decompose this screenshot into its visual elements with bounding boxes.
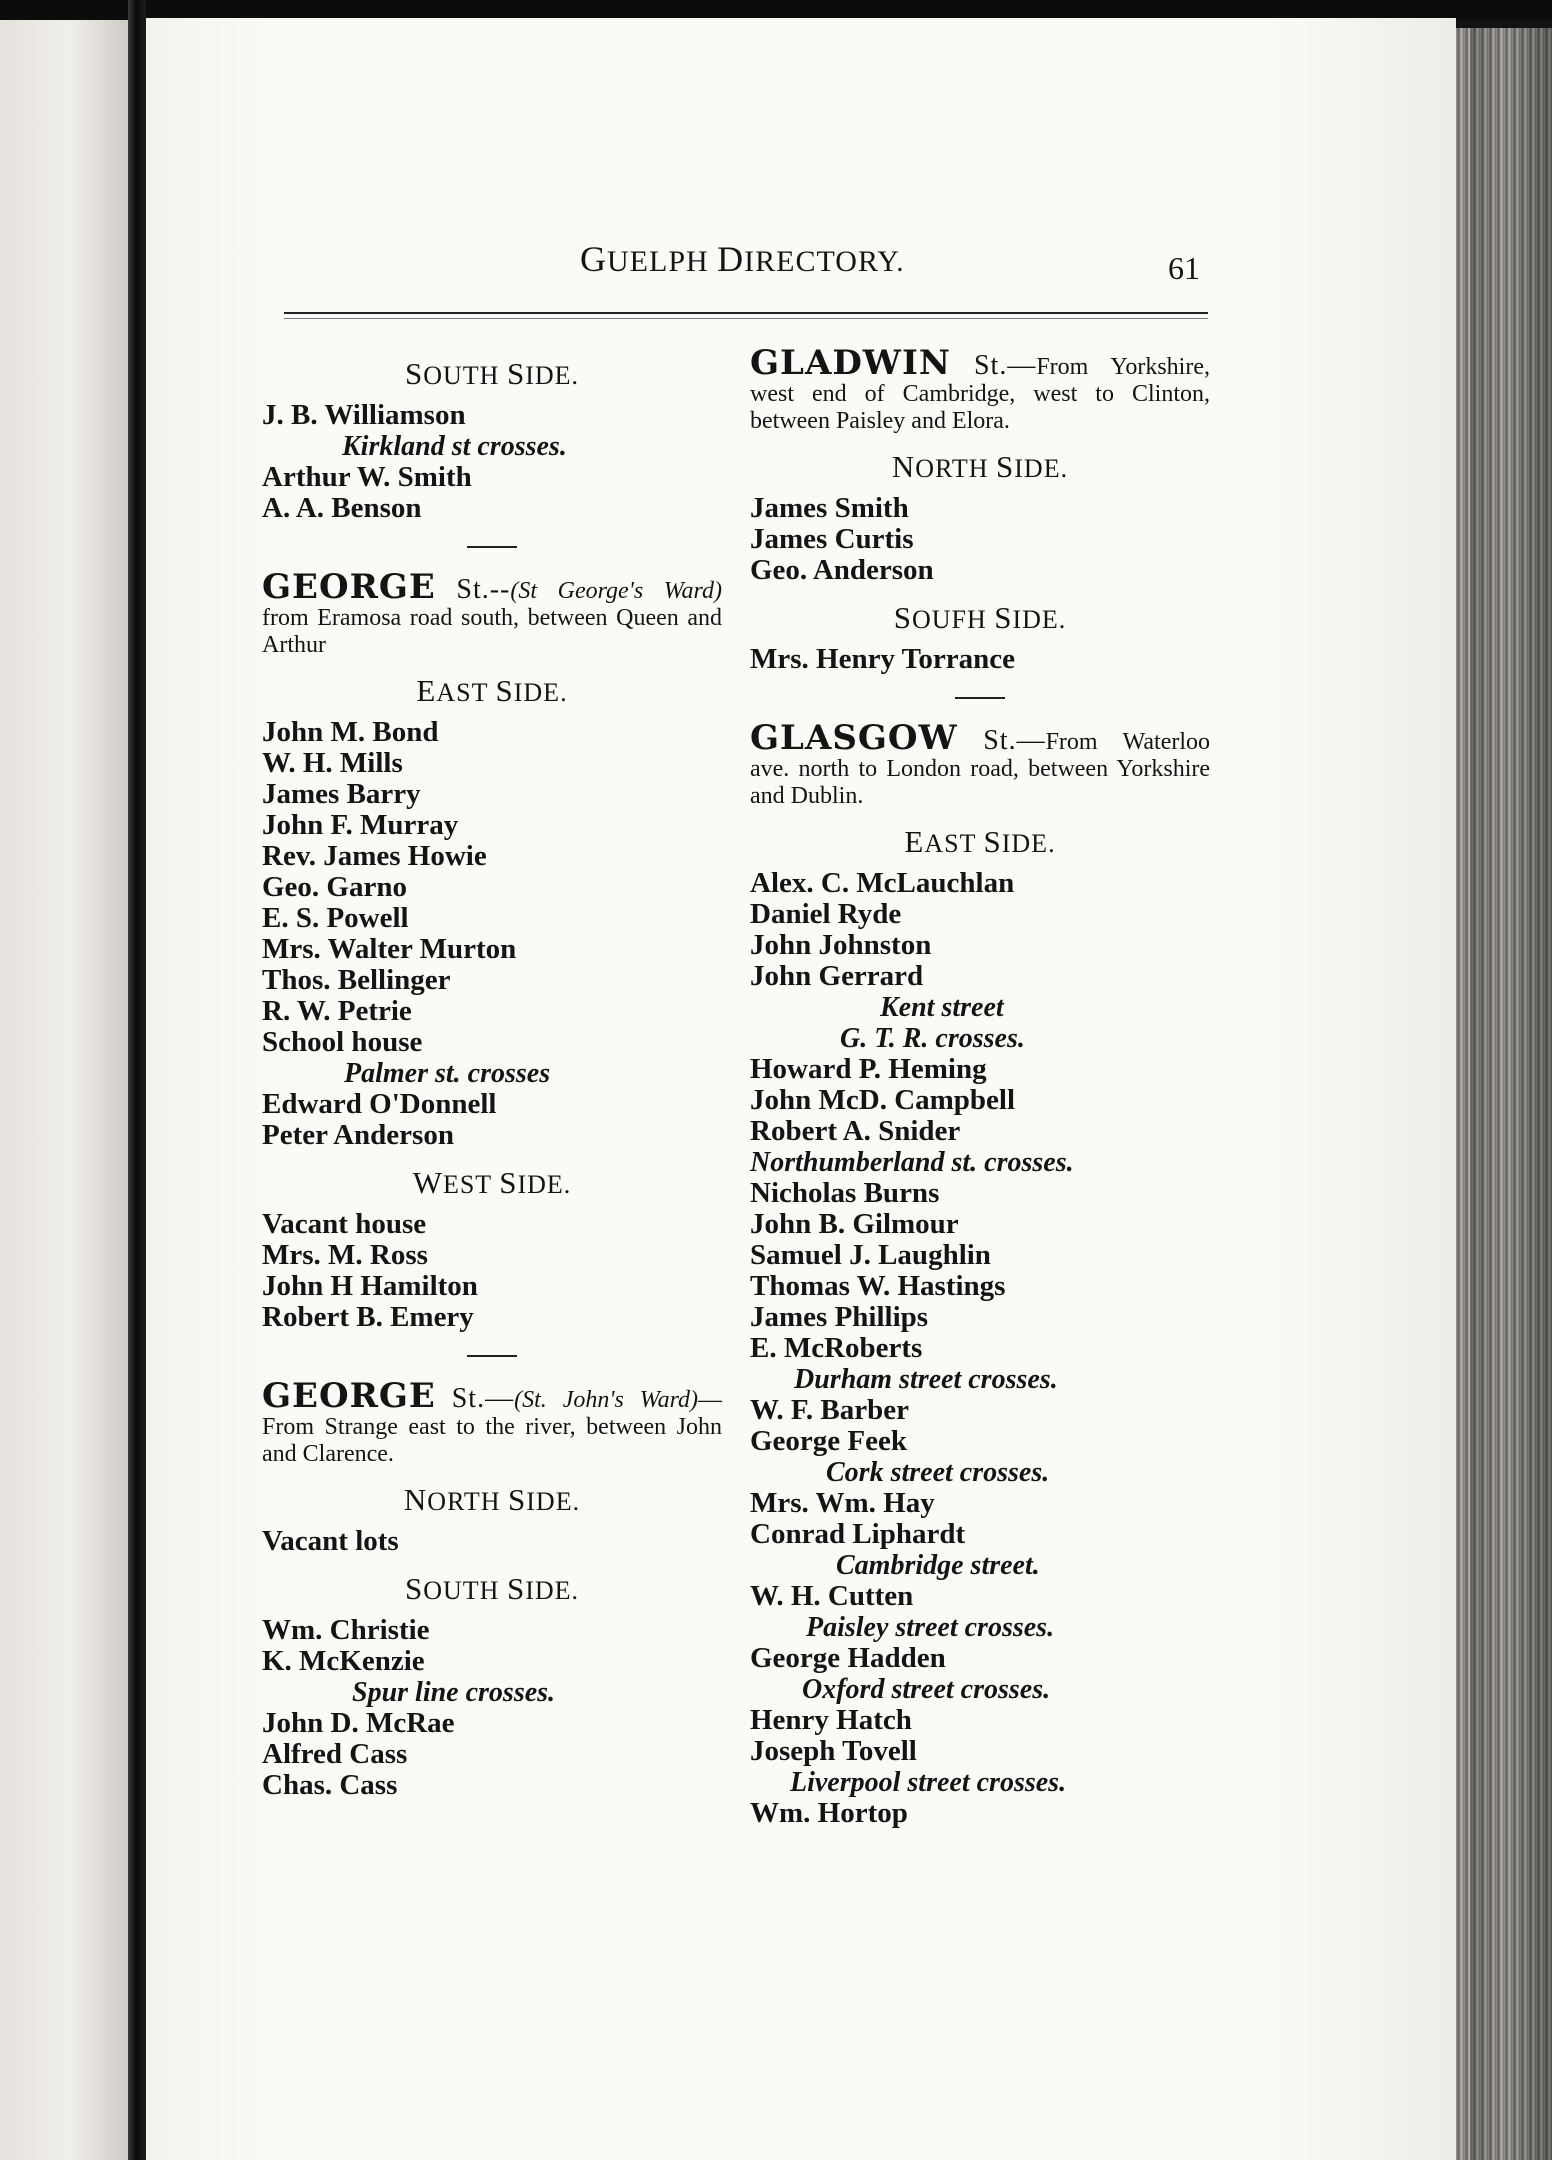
resident-entry: Robert B. Emery xyxy=(262,1301,474,1333)
header-rule-thin xyxy=(284,318,1208,319)
resident-entry: Rev. James Howie xyxy=(262,840,487,872)
resident-entry: John B. Gilmour xyxy=(750,1208,959,1240)
running-header xyxy=(580,238,905,280)
header-rule xyxy=(284,312,1208,314)
side-heading: NORTH SIDE. xyxy=(891,449,1069,484)
resident-entry: School house xyxy=(262,1026,423,1058)
side-heading: NORTH SIDE. xyxy=(403,1482,581,1517)
resident-entry: John D. McRae xyxy=(262,1707,455,1739)
resident-entry: Thos. Bellinger xyxy=(262,964,451,996)
side-heading: SOUTH SIDE. xyxy=(404,356,580,391)
resident-entry: Mrs. M. Ross xyxy=(262,1239,428,1271)
resident-entry: Vacant lots xyxy=(262,1525,399,1557)
resident-entry: John Johnston xyxy=(750,929,932,961)
resident-entry: W. F. Barber xyxy=(750,1394,909,1426)
resident-entry: Vacant house xyxy=(262,1208,427,1240)
resident-entry: Joseph Tovell xyxy=(750,1735,917,1767)
cross-street-note: Durham street crosses. xyxy=(794,1364,1058,1395)
resident-entry: R. W. Petrie xyxy=(262,995,412,1027)
resident-entry: George Feek xyxy=(750,1425,908,1457)
resident-entry: Howard P. Heming xyxy=(750,1053,987,1085)
resident-entry: John F. Murray xyxy=(262,809,459,841)
resident-entry: Mrs. Wm. Hay xyxy=(750,1487,935,1519)
street-description: from Eramosa road south, between Queen and Arthur xyxy=(262,605,722,658)
resident-entry: Mrs. Walter Murton xyxy=(262,933,517,965)
right-column xyxy=(750,342,1210,1829)
cross-street-note: Cork street crosses. xyxy=(826,1457,1050,1488)
resident-entry: Nicholas Burns xyxy=(750,1177,940,1209)
resident-entry: Geo. Garno xyxy=(262,871,407,903)
resident-entry: Conrad Liphardt xyxy=(750,1518,966,1550)
resident-entry: John McD. Campbell xyxy=(750,1084,1016,1116)
street-description: From Waterloo ave. north to London road, between Yorkshire and Dublin. xyxy=(750,729,1211,809)
cross-street-note: Kirkland st crosses. xyxy=(342,431,567,462)
resident-entry: W. H. Mills xyxy=(262,747,403,779)
cross-street-note: G. T. R. crosses. xyxy=(840,1023,1025,1054)
resident-entry: Daniel Ryde xyxy=(750,898,902,930)
cross-street-note: Liverpool street crosses. xyxy=(790,1767,1067,1798)
resident-entry: Chas. Cass xyxy=(262,1769,398,1801)
street-name: GLADWIN xyxy=(750,343,951,383)
side-heading: SOUTH SIDE. xyxy=(404,1571,580,1606)
scan-top-border xyxy=(0,0,1552,20)
cross-street-note: Paisley street crosses. xyxy=(806,1612,1055,1643)
side-heading: EAST SIDE. xyxy=(904,824,1056,859)
page-edges-shadow xyxy=(1470,28,1552,2160)
resident-entry: Edward O'Donnell xyxy=(262,1088,497,1120)
resident-entry: James Phillips xyxy=(750,1301,929,1333)
street-heading-george xyxy=(262,1376,723,1468)
running-header-text: GUELPH DIRECTORY. xyxy=(580,239,905,279)
resident-entry: Alex. C. McLauchlan xyxy=(750,867,1015,899)
left-column xyxy=(262,342,722,1801)
resident-entry: James Barry xyxy=(262,778,421,810)
page-number: 61 xyxy=(1168,250,1200,286)
resident-entry: John M. Bond xyxy=(262,716,439,748)
resident-entry: W. H. Cutten xyxy=(750,1580,914,1612)
resident-entry: Mrs. Henry Torrance xyxy=(750,643,1015,675)
resident-entry: John Gerrard xyxy=(750,960,924,992)
resident-entry: Thomas W. Hastings xyxy=(750,1270,1006,1302)
resident-entry: Arthur W. Smith xyxy=(262,461,472,493)
street-suffix: St.— xyxy=(973,350,1037,381)
resident-entry: J. B. Williamson xyxy=(262,399,466,431)
cross-street-note: Spur line crosses. xyxy=(352,1677,556,1708)
resident-entry: E. McRoberts xyxy=(750,1332,923,1364)
section-separator xyxy=(955,697,1005,699)
side-heading: SOUFH SIDE. xyxy=(893,600,1067,635)
resident-entry: James Curtis xyxy=(750,523,914,555)
street-description: —From Strange east to the river, between John and Clarence. xyxy=(262,1387,723,1467)
street-suffix: St.— xyxy=(983,725,1046,756)
cross-street-note: Kent street xyxy=(880,992,1004,1023)
cross-street-note: Oxford street crosses. xyxy=(802,1674,1051,1705)
resident-entry: Henry Hatch xyxy=(750,1704,912,1736)
street-ward: (St George's Ward) xyxy=(510,578,723,604)
side-heading: WEST SIDE. xyxy=(412,1165,572,1200)
street-name: GEORGE xyxy=(262,1376,436,1416)
cross-street-note: Cambridge street. xyxy=(836,1550,1040,1581)
section-separator xyxy=(467,546,517,548)
resident-entry: James Smith xyxy=(750,492,909,524)
resident-entry: K. McKenzie xyxy=(262,1645,425,1677)
resident-entry: A. A. Benson xyxy=(262,492,422,524)
resident-entry: John H Hamilton xyxy=(262,1270,478,1302)
cross-street-note: Palmer st. crosses xyxy=(344,1058,551,1089)
street-ward: (St. John's Ward) xyxy=(514,1387,699,1413)
street-name: GEORGE xyxy=(262,567,436,607)
resident-entry: Robert A. Snider xyxy=(750,1115,961,1147)
street-description: From Yorkshire, west end of Cambridge, west to Clinton, between Paisley and Elora. xyxy=(750,354,1210,434)
street-heading-glasgow xyxy=(750,718,1211,810)
resident-entry: Peter Anderson xyxy=(262,1119,454,1151)
book-gutter xyxy=(128,0,146,2160)
section-separator xyxy=(467,1355,517,1357)
resident-entry: Geo. Anderson xyxy=(750,554,934,586)
street-name: GLASGOW xyxy=(750,718,958,758)
street-heading-gladwin xyxy=(750,343,1210,435)
facing-page-edge xyxy=(0,20,128,2160)
street-suffix: St.-- xyxy=(456,574,511,605)
resident-entry: Samuel J. Laughlin xyxy=(750,1239,991,1271)
resident-entry: Wm. Hortop xyxy=(750,1797,908,1829)
resident-entry: George Hadden xyxy=(750,1642,946,1674)
resident-entry: Alfred Cass xyxy=(262,1738,408,1770)
resident-entry: Wm. Christie xyxy=(262,1614,430,1646)
resident-entry: E. S. Powell xyxy=(262,902,409,934)
street-heading-george xyxy=(262,567,723,659)
side-heading: EAST SIDE. xyxy=(416,673,568,708)
street-suffix: St.— xyxy=(451,1383,515,1414)
cross-street-note: Northumberland st. crosses. xyxy=(750,1147,1074,1178)
